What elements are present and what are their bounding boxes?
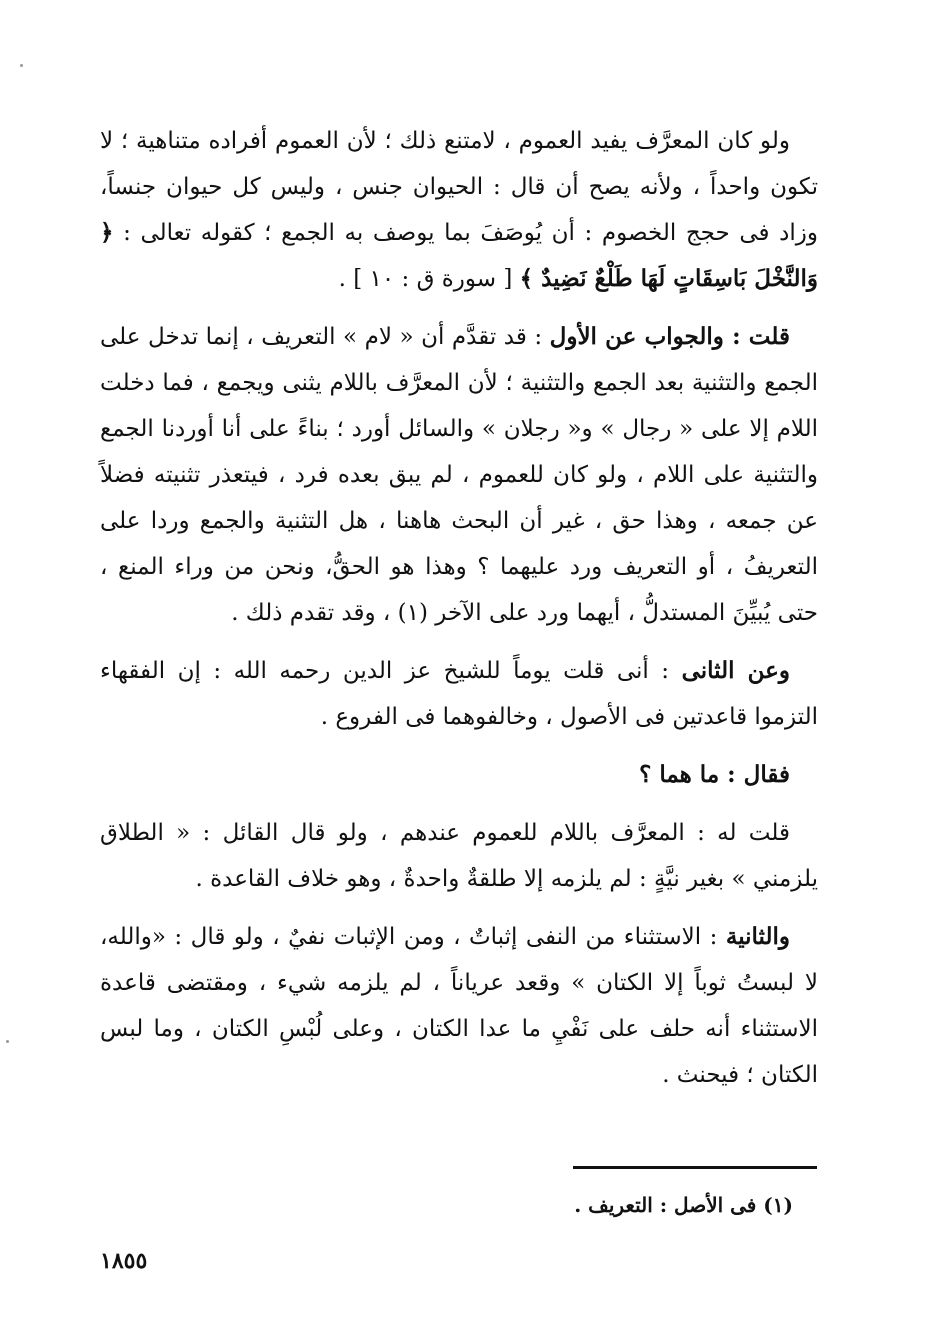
main-text: [100, 118, 818, 1110]
paragraph-2-lead: قلت : والجواب عن الأول: [549, 323, 790, 350]
paragraph-2: [100, 314, 818, 636]
paragraph-6-lead: والثانية: [725, 923, 790, 950]
scan-speck: [6, 1040, 9, 1043]
paragraph-3-text: : أنى قلت يوماً للشيخ عز الدين رحمه الله : إن الفقهاء التزموا قاعدتين فى الأصول ، وخالفوهما فى الفروع .: [100, 658, 818, 730]
footnote-separator: [573, 1166, 817, 1169]
paragraph-4-lead: فقال : ما هما ؟: [639, 761, 790, 788]
paragraph-6-text: : الاستثناء من النفى إثباتٌ ، ومن الإثبات نفيٌ ، ولو قال : «والله، لا لبستُ ثوباً إلا الكتان » وقعد عرياناً ، لم يلزمه شيء ، ومقتضى قاعدة الاستثناء أنه حلف على نَفْيِ ما عدا الكتان ، وعلى لُبْسِ الكتان ، وما لبس الكتان ؛ فيحنث .: [100, 924, 818, 1088]
verse-citation: [ سورة ق : ١٠ ] .: [338, 266, 520, 292]
paragraph-1: [100, 118, 818, 302]
footnote: (١) فى الأصل : التعريف .: [574, 1193, 793, 1217]
paragraph-3: [100, 648, 818, 740]
paragraph-6: [100, 914, 818, 1098]
paragraph-3-lead: وعن الثانى: [681, 657, 791, 684]
paragraph-5-text: قلت له : المعرَّف باللام للعموم عندهم ، ولو قال القائل : « الطلاق يلزمني » بغير نيَّةٍ : لم يلزمه إلا طلقةٌ واحدةٌ ، وهو خلاف القاعدة .: [100, 820, 818, 892]
scan-speck: [20, 64, 23, 67]
paragraph-5: [100, 810, 818, 902]
paragraph-1-text: ولو كان المعرَّف يفيد العموم ، لامتنع ذلك ؛ لأن العموم أفراده متناهية ؛ لا تكون واحداً ، ولأنه يصح أن قال : الحيوان جنس ، وليس كل حيوان جنساً، وزاد فى حجج الخصوم : أن يُوصَفَ بما يوصف به الجمع ؛ كقوله تعالى :: [100, 128, 818, 246]
quran-verse: ﴿ وَالنَّخْلَ بَاسِقَاتٍ لَهَا طَلْعٌ نَضِيدٌ ﴾: [100, 219, 818, 292]
page-number: ١٨٥٥: [100, 1248, 148, 1274]
paragraph-4: [100, 752, 818, 798]
paragraph-2-text: : قد تقدَّم أن « لام » التعريف ، إنما تدخل على الجمع والتثنية بعد الجمع والتثنية ؛ لأن المعرَّف باللام يثنى ويجمع ، فما دخلت اللام إلا على « رجال » و« رجلان » والسائل أورد ؛ بناءً على أنا أوردنا الجمع والتثنية على اللام ، ولو كان للعموم ، لم يبق بعده فرد ، فيتعذر تثنيته فضلاً عن جمعه ، وهذا حق ، غير أن البحث هاهنا ، هل التثنية والجمع وردا على التعريفُ ، أو التعريف ورد عليهما ؟ وهذا هو الحقُّ، ونحن من وراء المنع ، حتى يُبيِّنَ المستدلُّ ، أيهما ورد على الآخر (١) ، وقد تقدم ذلك .: [100, 324, 818, 626]
